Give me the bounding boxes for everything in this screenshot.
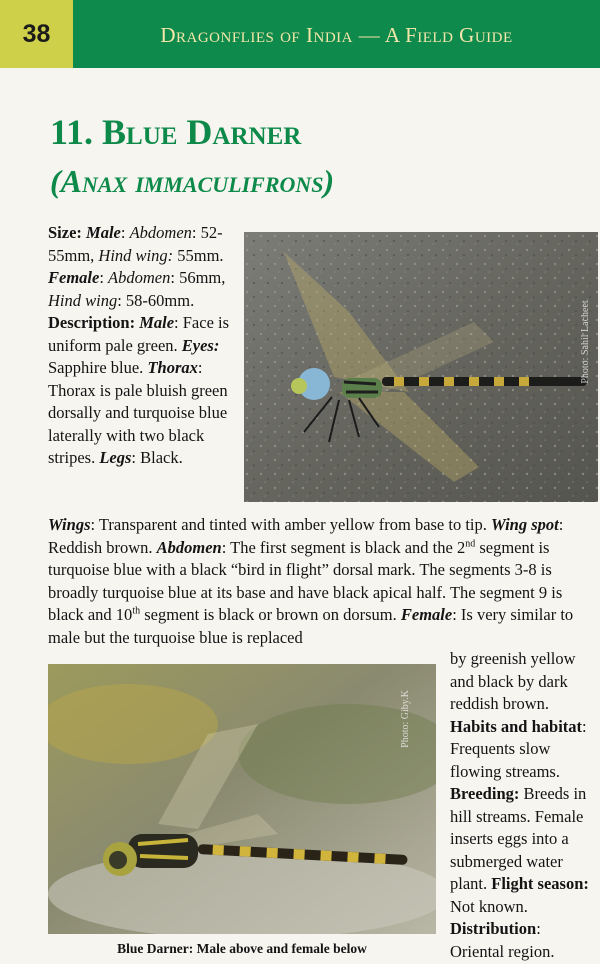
scientific-name: (Anax immaculifrons) bbox=[50, 163, 335, 199]
page-header bbox=[0, 0, 600, 68]
book-title-banner: Dragonflies of India — A Field Guide bbox=[73, 0, 600, 68]
female-photo bbox=[48, 664, 436, 934]
male-photo bbox=[244, 232, 598, 502]
svg-text:Photo: Sahil Lacheet: Photo: Sahil Lacheet bbox=[580, 300, 591, 384]
female-photo-credit bbox=[400, 689, 411, 747]
description-left-column: Size: Male: Abdomen: 52-55mm, Hind wing: 55mm. Female: Abdomen: 56mm, Hind wing: 58-60mm. Description: Male: Face is uniform pale green. Eyes: Sapphire blue. Thorax: Thorax is pale bluish green dorsally and turquoise blue laterally with two black stripes. Legs: Black. bbox=[48, 223, 230, 467]
description-right-column: by greenish yellow and black by dark reddish brown. Habits and habitat: Frequents slow flowing streams. Breeding: Breeds in hill streams. Female inserts eggs into a submerged water plant. Flight season: Not known. Distribution: Oriental region. bbox=[450, 649, 589, 961]
male-photo-credit bbox=[580, 300, 591, 384]
svg-text:Photo: Giby.K: Photo: Giby.K bbox=[400, 690, 411, 748]
page-number: 38 bbox=[0, 0, 73, 68]
species-title: 11. Blue Darner bbox=[50, 112, 302, 152]
description-full-width: Wings: Transparent and tinted with amber yellow from base to tip. Wing spot: Reddish brown. Abdomen: The first segment is black and the 2nd segment is turquoise blue with a black “bird in flight” dorsal mark. The segments 3-8 is broadly turquoise blue at its base and have black apical half. The segment 9 is black and 10th segment is black or brown on dorsum. Female: Is very similar to male but the turquoise blue is replaced bbox=[48, 515, 574, 647]
photo-caption: Blue Darner: Male above and female below bbox=[117, 941, 367, 956]
